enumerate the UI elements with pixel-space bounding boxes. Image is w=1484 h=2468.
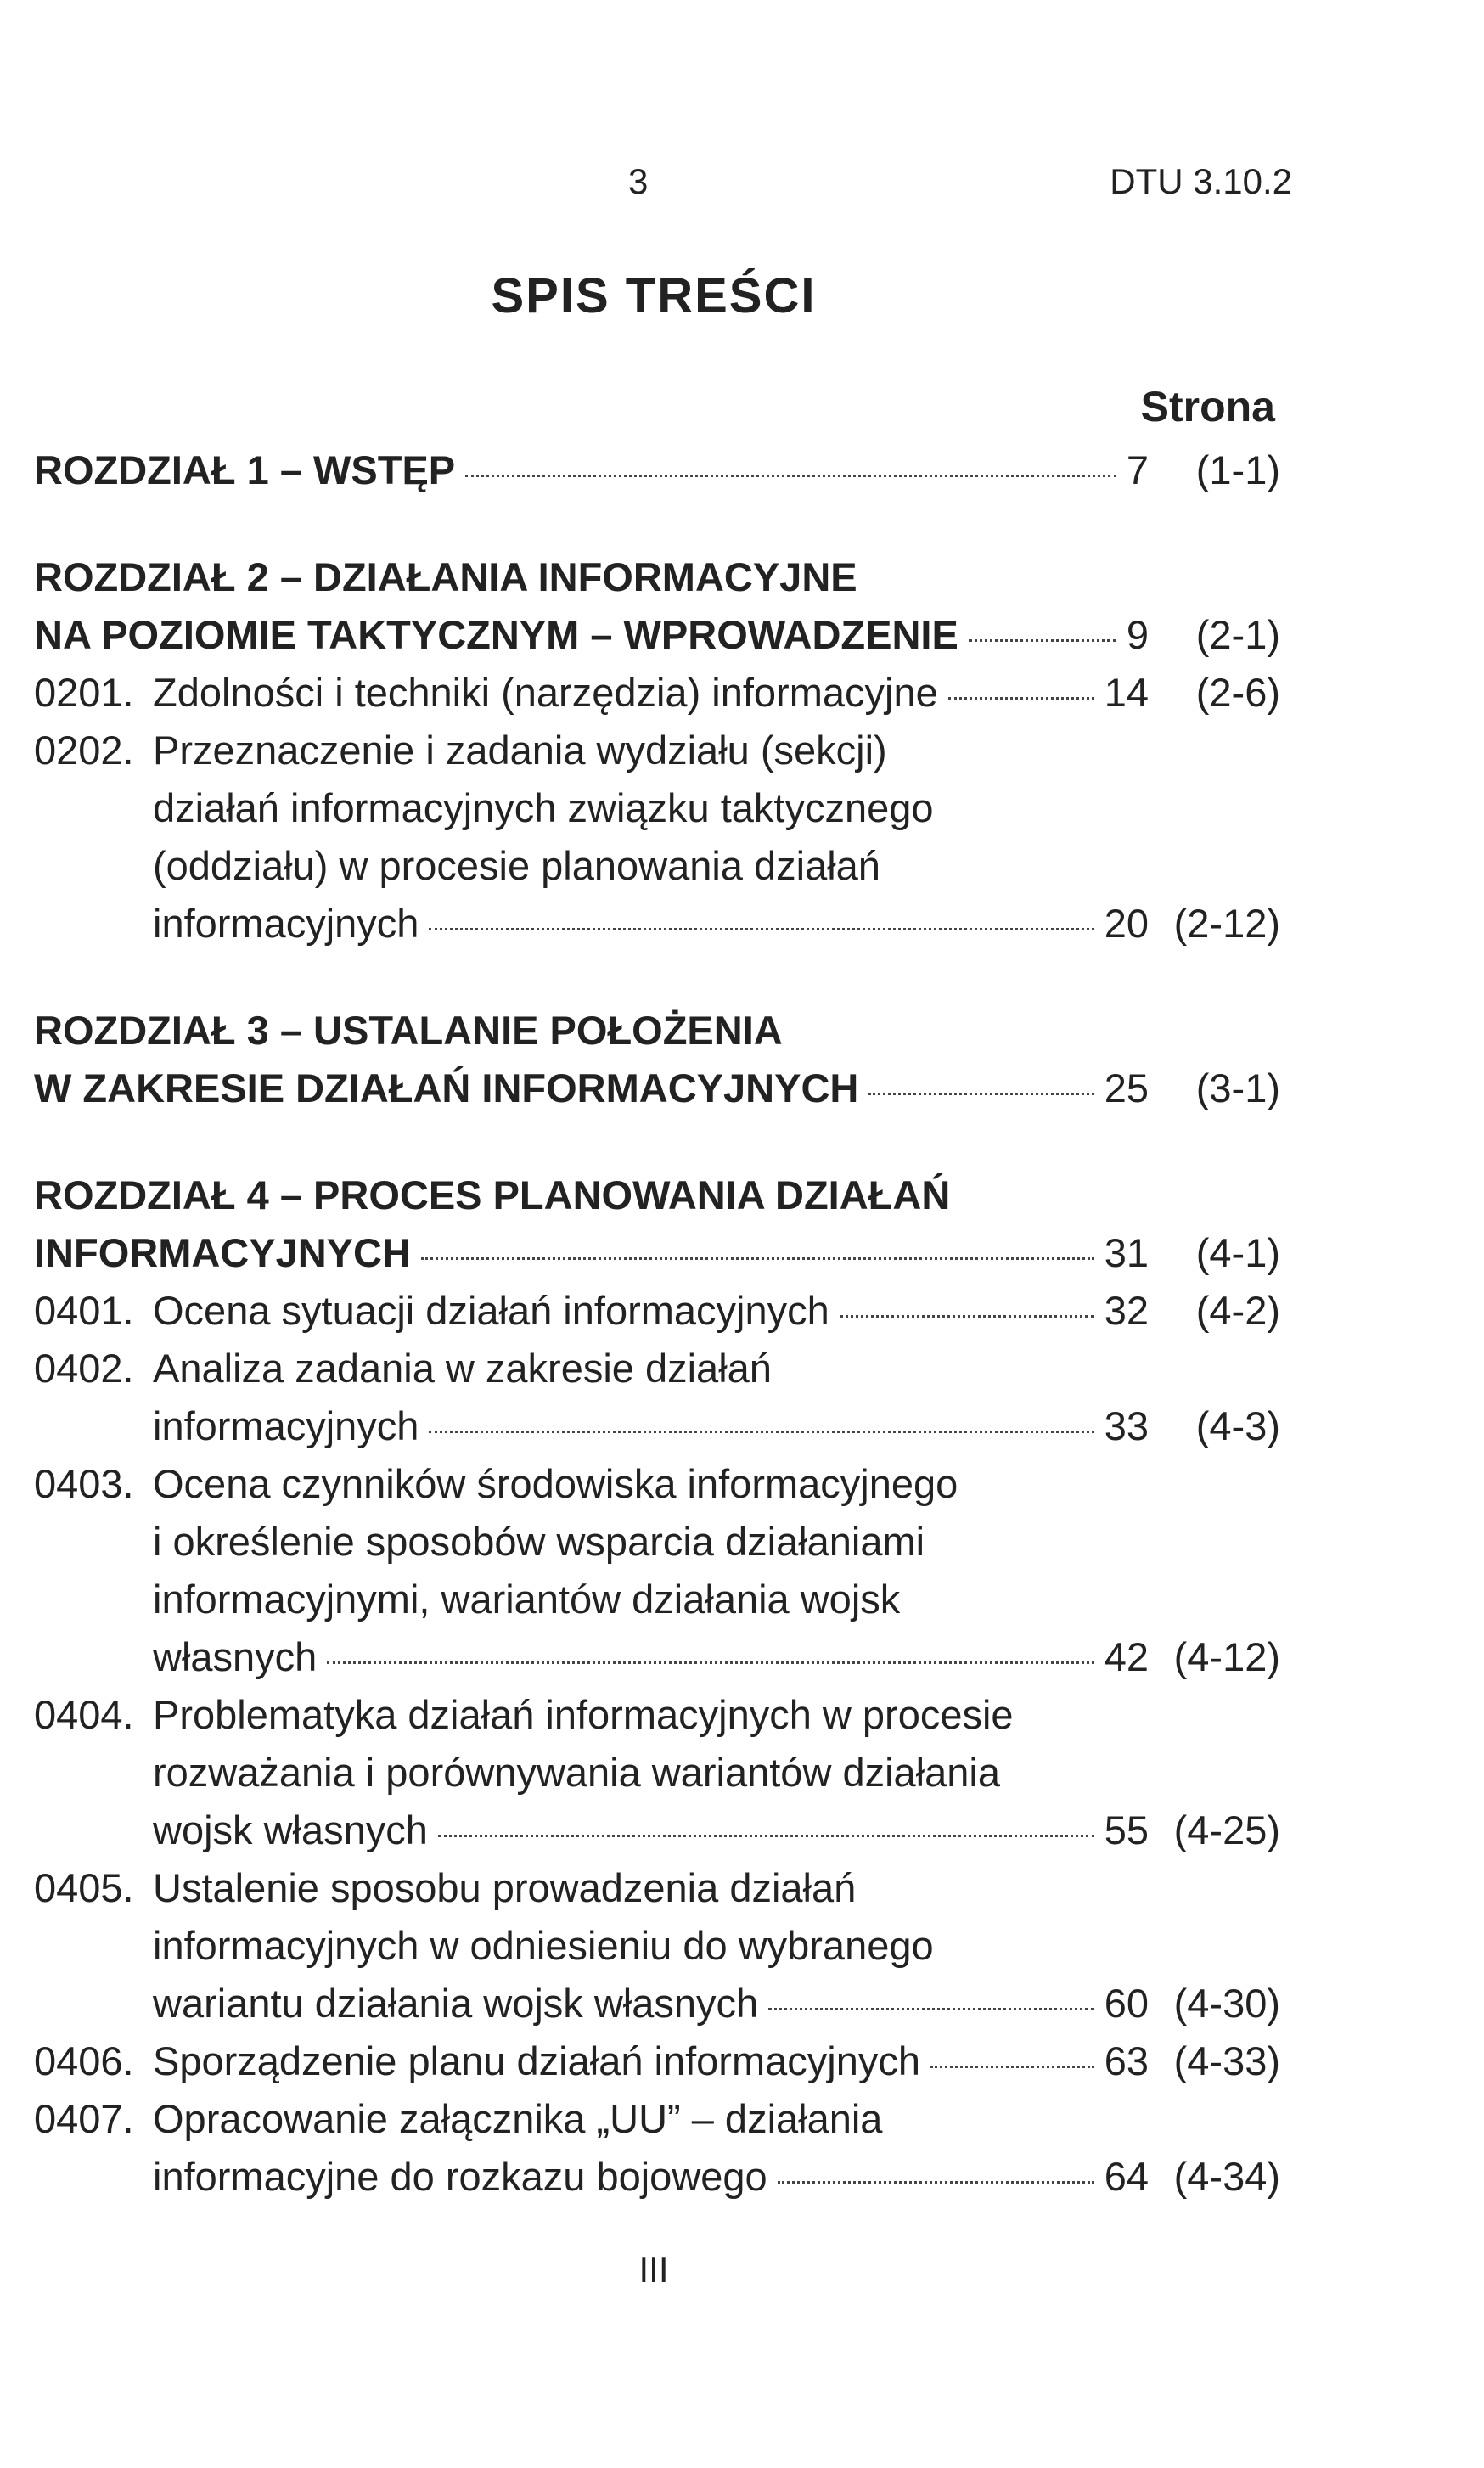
entry-text: ROZDZIAŁ 1 – WSTĘP xyxy=(34,447,456,492)
toc-line xyxy=(34,664,1280,722)
page-number: 3 xyxy=(628,161,649,201)
toc-line xyxy=(34,1802,1280,1859)
chapter-entry xyxy=(34,441,1280,499)
chapter-entry xyxy=(34,548,1280,953)
entry-text: Problematyka działań informacyjnych w procesie xyxy=(153,1692,1014,1737)
entry-text: Ocena czynników środowiska informacyjnego xyxy=(153,1461,958,1506)
page-title: SPIS TREŚCI xyxy=(491,268,817,323)
entry-text: informacyjnych xyxy=(153,901,419,946)
item-number: 0407. xyxy=(34,2096,134,2141)
dot-leader xyxy=(868,1093,1093,1095)
dot-leader xyxy=(930,2066,1094,2068)
dot-leader xyxy=(768,2008,1094,2010)
section-ref: (2-1) xyxy=(1195,612,1280,657)
section-ref: (4-1) xyxy=(1195,1230,1280,1275)
page-ref: 64 xyxy=(1104,2154,1149,2199)
page-ref: 55 xyxy=(1104,1807,1149,1852)
section-ref: (4-12) xyxy=(1173,1634,1280,1679)
page-ref: 63 xyxy=(1104,2038,1149,2083)
section-ref: (4-33) xyxy=(1173,2038,1280,2083)
entry-text: Opracowanie załącznika „UU” – działania xyxy=(153,2096,883,2141)
toc-line xyxy=(34,1060,1280,1117)
entry-text: NA POZIOMIE TAKTYCZNYM – WPROWADZENIE xyxy=(34,612,958,657)
toc-line xyxy=(34,1744,1280,1802)
entry-text: Przeznaczenie i zadania wydziału (sekcji) xyxy=(153,728,887,773)
entry-text: Zdolności i techniki (narzędzia) informacyjne xyxy=(153,670,938,715)
toc-line xyxy=(34,895,1280,953)
entry-text: działań informacyjnych związku taktycznego xyxy=(153,785,934,830)
entry-text: Ocena sytuacji działań informacyjnych xyxy=(153,1288,829,1333)
entry-text: informacyjnych xyxy=(153,1403,419,1448)
roman-page-number: III xyxy=(638,2250,669,2290)
page-ref: 31 xyxy=(1104,1230,1149,1275)
entry-text: INFORMACYJNYCH xyxy=(34,1230,411,1275)
toc-line xyxy=(34,779,1280,837)
toc-line xyxy=(34,722,1280,779)
item-number: 0401. xyxy=(34,1288,134,1333)
section-ref: (1-1) xyxy=(1195,447,1280,492)
entry-text: informacyjnych w odniesieniu do wybranego xyxy=(153,1923,934,1968)
entry-text: ROZDZIAŁ 2 – DZIAŁANIA INFORMACYJNE xyxy=(34,554,857,599)
section-ref: (2-12) xyxy=(1173,901,1280,946)
entry-text: Ustalenie sposobu prowadzenia działań xyxy=(153,1865,857,1910)
dot-leader xyxy=(421,1257,1094,1260)
page-ref: 32 xyxy=(1104,1288,1149,1333)
entry-text: ROZDZIAŁ 4 – PROCES PLANOWANIA DZIAŁAŃ xyxy=(34,1172,951,1217)
toc-line xyxy=(34,1002,1280,1060)
dot-leader xyxy=(778,2181,1094,2184)
chapter-entry xyxy=(34,1167,1280,2206)
section-ref: (4-2) xyxy=(1195,1288,1280,1333)
section-ref: (4-25) xyxy=(1173,1807,1280,1852)
toc-line xyxy=(34,1340,1280,1397)
toc-line xyxy=(34,1859,1280,1917)
entry-text: rozważania i porównywania wariantów działania xyxy=(153,1750,1000,1795)
toc-line xyxy=(34,548,1280,606)
toc-line xyxy=(34,441,1280,499)
page-ref: 14 xyxy=(1104,670,1149,715)
page-column-label: Strona xyxy=(1140,383,1275,430)
entry-text: (oddziału) w procesie planowania działań xyxy=(153,843,880,888)
page-ref: 9 xyxy=(1126,612,1149,657)
dot-leader xyxy=(465,475,1116,477)
section-ref: (2-6) xyxy=(1195,670,1280,715)
entry-text: Analiza zadania w zakresie działań xyxy=(153,1346,772,1391)
dot-leader xyxy=(429,1431,1093,1433)
document-code: DTU 3.10.2 xyxy=(1110,161,1292,201)
toc-line xyxy=(34,1917,1280,1975)
chapter-entry xyxy=(34,1002,1280,1117)
entry-text: informacyjne do rozkazu bojowego xyxy=(153,2154,767,2199)
toc-line xyxy=(34,1628,1280,1686)
toc-line xyxy=(34,1167,1280,1224)
page-ref: 42 xyxy=(1104,1634,1149,1679)
toc-line xyxy=(34,1686,1280,1744)
dot-leader xyxy=(327,1661,1093,1664)
toc-line xyxy=(34,2090,1280,2148)
toc-line xyxy=(34,1282,1280,1340)
item-number: 0201. xyxy=(34,670,134,715)
item-number: 0402. xyxy=(34,1346,134,1391)
dot-leader xyxy=(969,639,1116,642)
entry-text: własnych xyxy=(153,1634,318,1679)
dot-leader xyxy=(438,1835,1094,1837)
page-ref: 25 xyxy=(1104,1065,1149,1110)
page-ref: 33 xyxy=(1104,1403,1149,1448)
page-ref: 60 xyxy=(1104,1981,1149,2026)
toc-line xyxy=(34,1975,1280,2032)
item-number: 0403. xyxy=(34,1461,134,1506)
item-number: 0405. xyxy=(34,1865,134,1910)
section-ref: (4-3) xyxy=(1195,1403,1280,1448)
table-of-contents xyxy=(34,441,1280,2255)
section-ref: (4-34) xyxy=(1173,2154,1280,2199)
entry-text: ROZDZIAŁ 3 – USTALANIE POŁOŻENIA xyxy=(34,1008,783,1053)
toc-line xyxy=(34,1513,1280,1571)
section-ref: (4-30) xyxy=(1173,1981,1280,2026)
entry-text: Sporządzenie planu działań informacyjnych xyxy=(153,2038,920,2083)
toc-line xyxy=(34,1455,1280,1513)
toc-line xyxy=(34,2148,1280,2206)
item-number: 0406. xyxy=(34,2038,134,2083)
entry-text: i określenie sposobów wsparcia działaniami xyxy=(153,1519,925,1564)
toc-line xyxy=(34,1224,1280,1282)
toc-line xyxy=(34,606,1280,664)
dot-leader xyxy=(948,697,1094,700)
toc-line xyxy=(34,1397,1280,1455)
entry-text: informacyjnymi, wariantów działania wojsk xyxy=(153,1577,901,1622)
toc-line xyxy=(34,1571,1280,1628)
entry-text: wariantu działania wojsk własnych xyxy=(153,1981,759,2026)
toc-line xyxy=(34,837,1280,895)
item-number: 0404. xyxy=(34,1692,134,1737)
section-ref: (3-1) xyxy=(1195,1065,1280,1110)
dot-leader xyxy=(429,928,1093,930)
toc-line xyxy=(34,2032,1280,2090)
item-number: 0202. xyxy=(34,728,134,773)
page-ref: 20 xyxy=(1104,901,1149,946)
entry-text: W ZAKRESIE DZIAŁAŃ INFORMACYJNYCH xyxy=(34,1065,859,1110)
dot-leader xyxy=(840,1315,1094,1318)
page-ref: 7 xyxy=(1126,447,1149,492)
entry-text: wojsk własnych xyxy=(153,1807,428,1852)
